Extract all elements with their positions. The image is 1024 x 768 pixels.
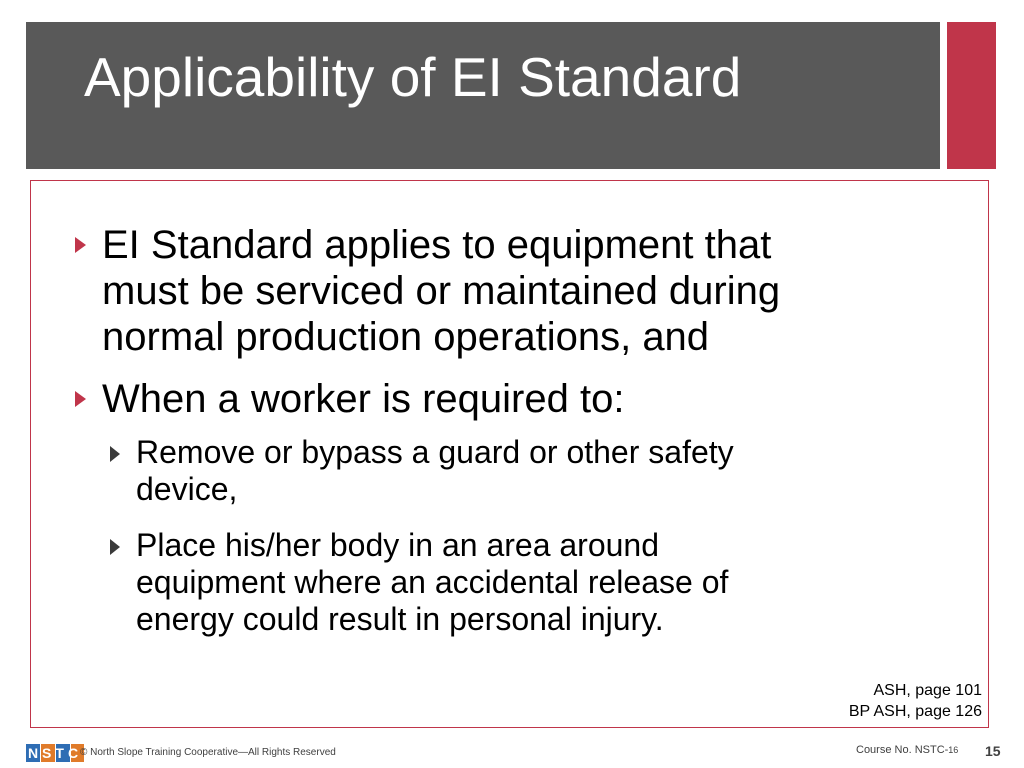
slide-title: Applicability of EI Standard (84, 46, 742, 108)
reference-line: ASH, page 101 (873, 682, 982, 699)
bullet-arrow-icon (75, 237, 86, 253)
bullet-line: Remove or bypass a guard or other safety (136, 434, 734, 470)
sub-bullet-item (110, 434, 734, 508)
bullet-line: normal production operations, and (102, 315, 710, 359)
bullet-item (75, 376, 624, 422)
nstc-logo-icon (26, 742, 84, 764)
sub-bullet-text (136, 434, 734, 508)
references (849, 680, 982, 722)
bullet-line: must be serviced or maintained during (102, 269, 781, 313)
bullet-line: equipment where an accidental release of (136, 564, 729, 600)
bullet-line: energy could result in personal injury. (136, 601, 664, 637)
course-number: 16 (948, 745, 959, 755)
footer-copyright: © North Slope Training Cooperative—All Rights Reserved (80, 747, 336, 758)
nstc-logo (26, 742, 84, 764)
footer-course-number (856, 744, 958, 756)
sub-bullet-text (136, 527, 728, 638)
bullet-line: EI Standard applies to equipment that (102, 223, 772, 267)
bullet-line: When a worker is required to: (102, 377, 625, 421)
sub-bullet-arrow-icon (110, 539, 120, 555)
page-number: 15 (985, 743, 1001, 759)
bullet-line: Place his/her body in an area around (136, 527, 660, 563)
sub-bullet-item (110, 527, 728, 638)
bullet-text (102, 376, 624, 422)
bullet-item (75, 222, 780, 360)
reference-line: BP ASH, page 126 (848, 703, 982, 720)
bullet-arrow-icon (75, 391, 86, 407)
accent-block (947, 22, 996, 169)
sub-bullet-arrow-icon (110, 446, 120, 462)
bullet-text (102, 222, 780, 360)
svg-text:NSTC: NSTC (27, 745, 83, 761)
bullet-line: device, (136, 471, 238, 507)
course-prefix: Course No. NSTC- (856, 744, 949, 756)
